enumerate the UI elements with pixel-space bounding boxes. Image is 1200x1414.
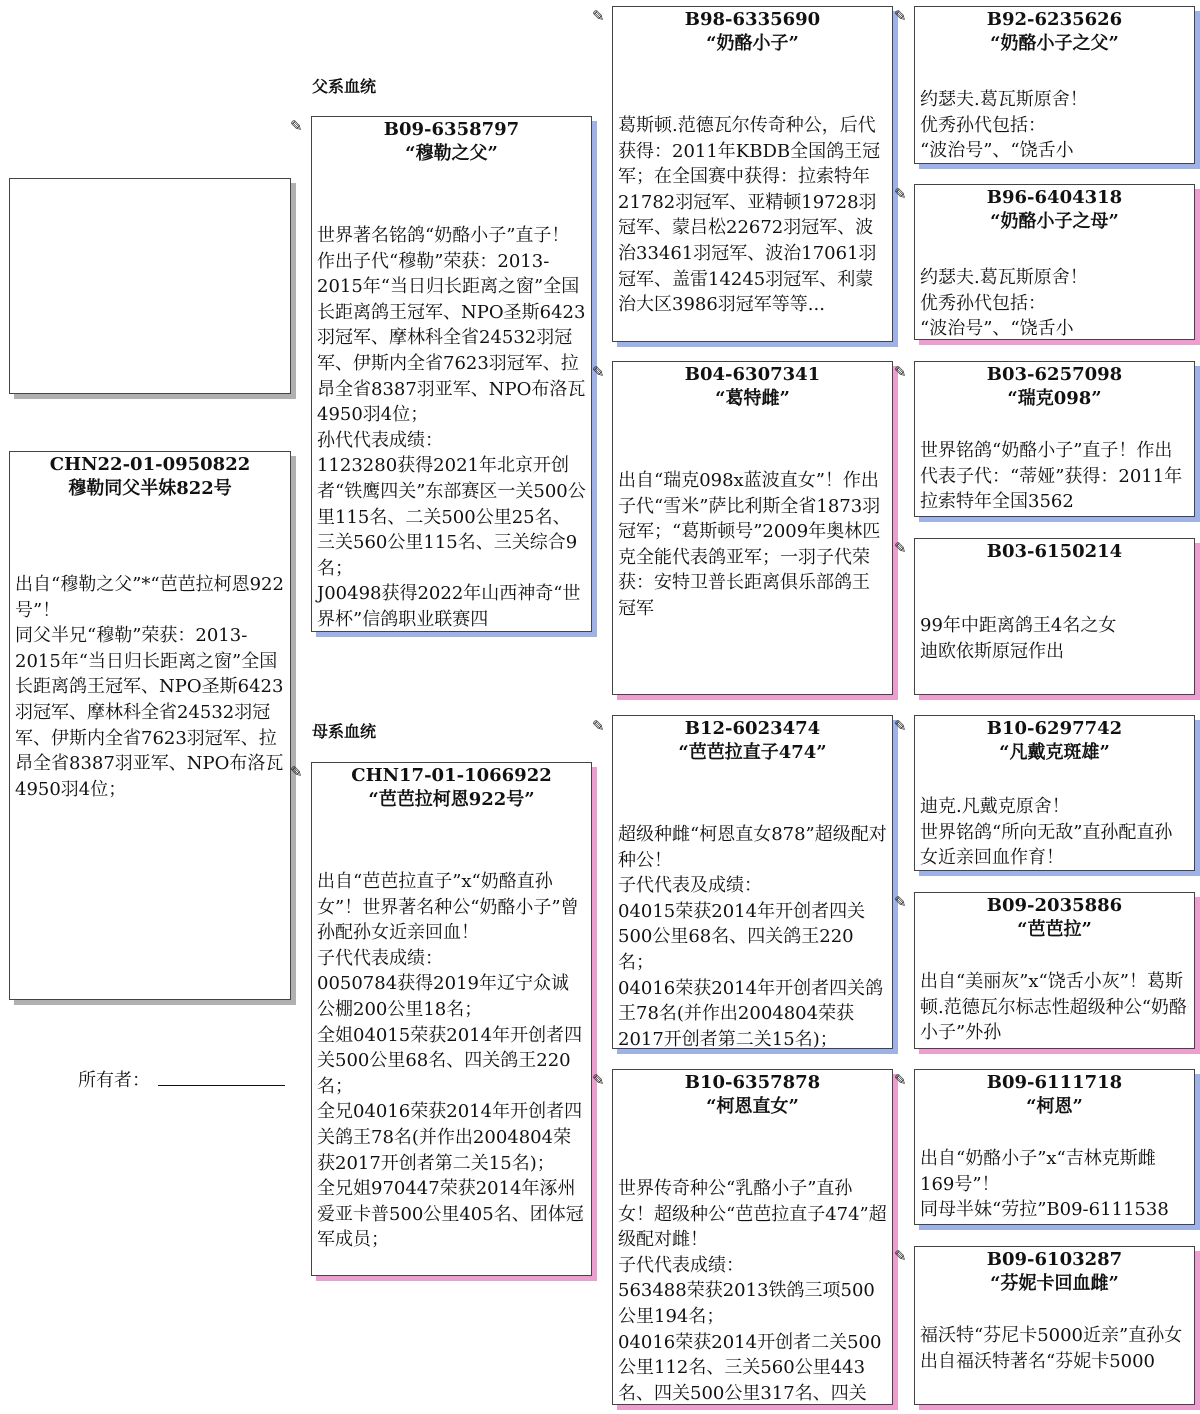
pin-icon: ✎ — [290, 763, 303, 781]
grandparent-code: B10-6357878 — [684, 1072, 821, 1093]
pin-icon: ✎ — [894, 717, 907, 735]
pin-icon: ✎ — [592, 717, 605, 735]
owner-field[interactable] — [158, 1065, 285, 1086]
sire-text: 世界著名铭鸽“奶酪小子”直子！作出子代“穆勒”荣获：2013-2015年“当日归长距离之窗”全国长距离鸽王冠军、NPO圣斯6423羽冠军、摩林科全省24532羽冠军、伊斯内全省7623羽冠军、拉昂全省8387羽亚军、NPO布洛瓦4950羽4位； 孙代代表成绩： 1123280获得2021年北京开创者“铁鹰四关”东部赛区一关500公里115名、二关500公里25名、三关560公里115名、三关综合9名； J00498获得2022年山西神奇“世界杯”信鸽职业联赛四 — [317, 225, 586, 630]
pin-icon: ✎ — [894, 363, 907, 381]
great-grandparent-text: 出自“美丽灰”x“饶舌小灰”！葛斯顿.范德瓦尔标志性超级种公“奶酪小子”外孙 — [920, 971, 1187, 1044]
pigeon-photo-frame — [9, 178, 291, 394]
sire-code: B09-6358797 — [383, 119, 520, 140]
great-grandparent-card[interactable] — [914, 6, 1195, 164]
great-grandparent-code: B10-6297742 — [986, 718, 1123, 739]
great-grandparent-code: B09-6103287 — [986, 1249, 1123, 1270]
great-grandparent-text: 约瑟夫.葛瓦斯原舍！ 优秀孙代包括： “波治号”、“饶舌小 — [920, 267, 1088, 340]
great-grandparent-text: 福沃特“芬尼卡5000近亲”直孙女 出自福沃特著名“芬妮卡5000 — [920, 1325, 1183, 1372]
subject-code: CHN22-01-0950822 — [49, 454, 251, 475]
subject-card[interactable] — [9, 451, 291, 1000]
pin-icon: ✎ — [894, 1071, 907, 1089]
pin-icon: ✎ — [894, 7, 907, 25]
sire-name: “穆勒之父” — [405, 143, 498, 164]
grandparent-text: 世界传奇种公“乳酪小子”直孙女！超级种公“芭芭拉直子474”超级配对雌！ 子代代表成绩： 563488荣获2013铁鸽三项500公里194名； 04016荣获2014开创者二关500公里112名、三关560公里443名、四关500公里317名、四关 — [618, 1178, 887, 1404]
great-grandparent-code: B03-6150214 — [986, 541, 1123, 562]
great-grandparent-card[interactable] — [914, 715, 1195, 871]
great-grandparent-text: 迪克.凡戴克原舍！ 世界铭鸽“所向无敌”直孙配直孙女近亲回血作育！ — [920, 796, 1173, 869]
dam-text: 出自“芭芭拉直子”x“奶酪直孙女”！世界著名种公“奶酪小子”曾孙配孙女近亲回血！ 子代代表成绩： 0050784获得2019年辽宁众诚公棚200公里18名； 全姐04015荣获2014年开创者四关500公里68名、四关鸽王220名； 全兄04016荣获2014年开创者四关鸽王78名(并作出2004804荣获2017开创者第二关15名)； 全兄姐970447荣获2014年涿州爱亚卡普500公里405名、团体冠军成员； — [317, 871, 584, 1251]
great-grandparent-name: “奶酪小子之父” — [990, 33, 1119, 54]
maternal-label: 母系血统 — [312, 722, 377, 741]
great-grandparent-card[interactable] — [914, 184, 1195, 340]
great-grandparent-text: 约瑟夫.葛瓦斯原舍！ 优秀孙代包括： “波治号”、“饶舌小 — [920, 89, 1088, 162]
pin-icon: ✎ — [592, 7, 605, 25]
grandparent-text: 葛斯顿.范德瓦尔传奇种公，后代获得：2011年KBDB全国鸽王冠军；在全国赛中获得：拉索特年21782羽冠军、亚精顿19728羽冠军、蒙吕松22672羽冠军、波治33461羽冠军、波治17061羽冠军、盖雷14245羽冠军、利蒙治大区3986羽冠军等等... — [618, 115, 881, 316]
great-grandparent-card[interactable] — [914, 1069, 1195, 1225]
great-grandparent-text: 出自“奶酪小子”x“吉林克斯雌169号”！ 同母半妹“劳拉”B09-6111538 — [920, 1148, 1169, 1221]
great-grandparent-text: 99年中距离鸽王4名之女 迪欧依斯原冠作出 — [920, 615, 1117, 662]
great-grandparent-code: B09-6111718 — [986, 1072, 1123, 1093]
grandparent-name: “柯恩直女” — [706, 1096, 799, 1117]
great-grandparent-code: B96-6404318 — [986, 187, 1123, 208]
great-grandparent-card[interactable] — [914, 361, 1195, 517]
granddam-paternal-card[interactable] — [612, 361, 893, 695]
grandparent-name: “葛特雌” — [715, 388, 790, 409]
grandparent-text: 超级种雌“柯恩直女878”超级配对种公！ 子代代表及成绩： 04015荣获2014年开创者四关500公里68名、四关鸽王220名； 04016荣获2014年开创者四关鸽王78名(并作出2004804荣获2017开创者第二关15名)； — [618, 824, 887, 1049]
owner-label: 所有者： — [78, 1070, 150, 1091]
dam-card[interactable] — [311, 762, 592, 1276]
pin-icon: ✎ — [290, 117, 303, 135]
paternal-label: 父系血统 — [312, 77, 377, 96]
grandparent-code: B98-6335690 — [684, 9, 821, 30]
grandsire-paternal-card[interactable] — [612, 6, 893, 342]
great-grandparent-card[interactable] — [914, 538, 1195, 695]
dam-name: “芭芭拉柯恩922号” — [368, 789, 535, 810]
grandparent-name: “芭芭拉直子474” — [678, 742, 827, 763]
great-grandparent-card[interactable] — [914, 1246, 1195, 1405]
great-grandparent-name: “瑞克098” — [1007, 388, 1102, 409]
grandparent-name: “奶酪小子” — [706, 33, 799, 54]
granddam-maternal-card[interactable] — [612, 1069, 893, 1405]
great-grandparent-name: “凡戴克斑雄” — [999, 742, 1110, 763]
great-grandparent-card[interactable] — [914, 892, 1195, 1049]
pin-icon: ✎ — [894, 893, 907, 911]
grandsire-maternal-card[interactable] — [612, 715, 893, 1049]
grandparent-text: 出自“瑞克098x蓝波直女”！作出子代“雪米”萨比利斯全省1873羽冠军；“葛斯顿号”2009年奥林匹克全能代表鸽亚军；一羽子代荣获：安特卫普长距离俱乐部鸽王冠军 — [618, 470, 881, 619]
pin-icon: ✎ — [894, 539, 907, 557]
great-grandparent-text: 世界铭鸽“奶酪小子”直子！作出代表子代：“蒂娅”获得：2011年拉索特年全国3562 — [920, 440, 1183, 513]
dam-code: CHN17-01-1066922 — [351, 765, 552, 786]
great-grandparent-name: “芭芭拉” — [1017, 919, 1092, 940]
grandparent-code: B04-6307341 — [684, 364, 821, 385]
subject-text: 出自“穆勒之父”*“芭芭拉柯恩922号”！ 同父半兄“穆勒”荣获：2013-2015年“当日归长距离之窗”全国长距离鸽王冠军、NPO圣斯6423羽冠军、摩林科全省24532羽冠军、伊斯内全省7623羽冠军、拉昂全省8387羽亚军、NPO布洛瓦4950羽4位； — [15, 574, 284, 800]
great-grandparent-name: “奶酪小子之母” — [990, 211, 1119, 232]
pin-icon: ✎ — [592, 363, 605, 381]
pin-icon: ✎ — [894, 185, 907, 203]
subject-name: 穆勒同父半妹822号 — [68, 478, 232, 499]
pin-icon: ✎ — [894, 1247, 907, 1265]
great-grandparent-code: B09-2035886 — [986, 895, 1123, 916]
great-grandparent-code: B92-6235626 — [986, 9, 1123, 30]
sire-card[interactable] — [311, 116, 592, 632]
great-grandparent-name: “芬妮卡回血雌” — [990, 1273, 1119, 1294]
great-grandparent-code: B03-6257098 — [986, 364, 1123, 385]
great-grandparent-name: “柯恩” — [1026, 1096, 1083, 1117]
grandparent-code: B12-6023474 — [684, 718, 821, 739]
pin-icon: ✎ — [592, 1071, 605, 1089]
